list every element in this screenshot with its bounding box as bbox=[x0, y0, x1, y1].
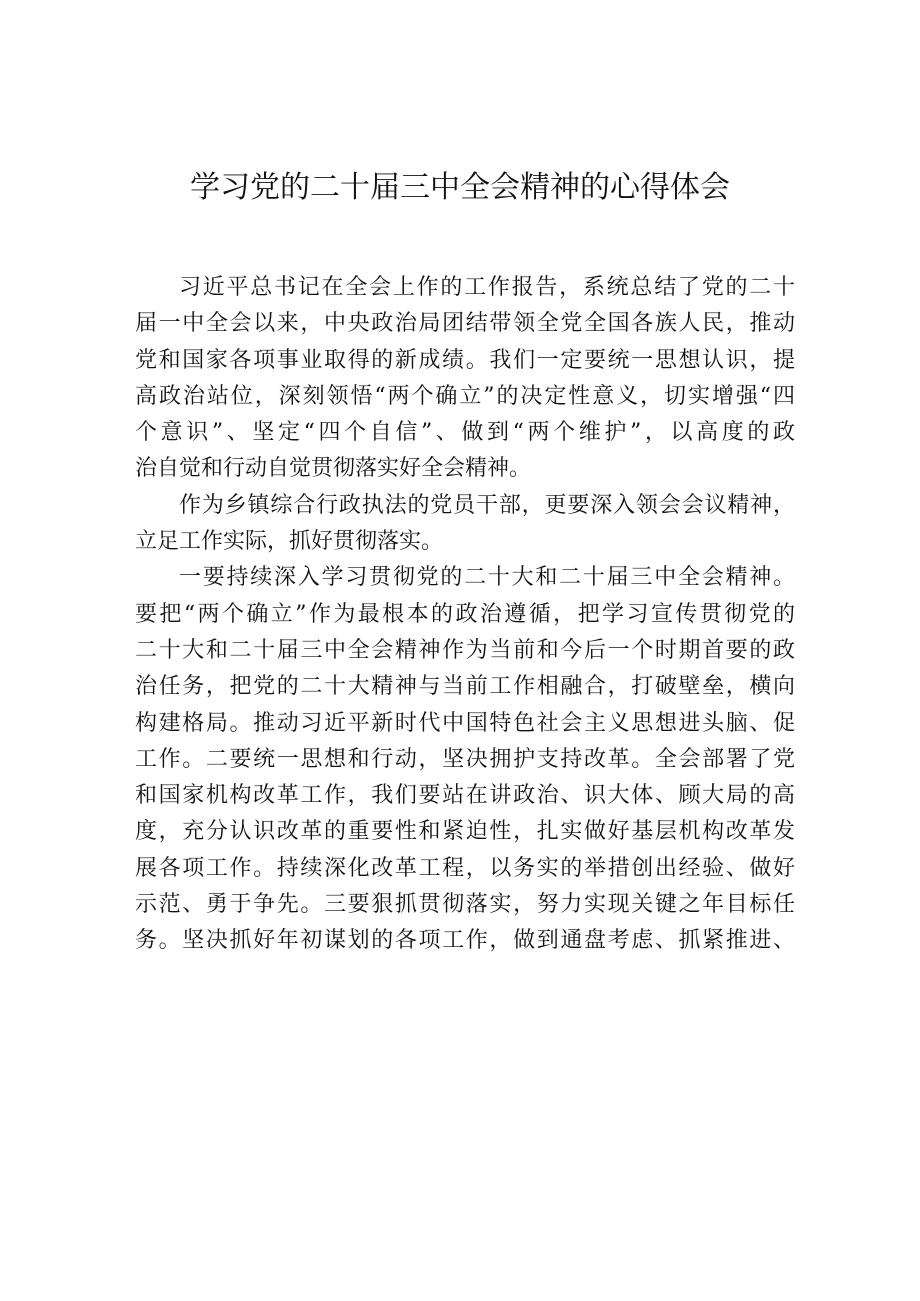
paragraph-1-line-5: 个意识”、坚定“四个自信”、做到“两个维护”，以高度的政 bbox=[135, 420, 795, 446]
paragraph-1-line-6: 治自觉和行动自觉贯彻落实好全会精神。 bbox=[135, 456, 532, 482]
paragraph-3-line-6: 工作。二要统一思想和行动，坚决拥护支持改革。全会部署了党 bbox=[135, 746, 795, 772]
paragraph-3-line-8: 度，充分认识改革的重要性和紧迫性，扎实做好基层机构改革发 bbox=[135, 819, 795, 845]
paragraph-3-line-9: 展各项工作。持续深化改革工程，以务实的举措创出经验、做好 bbox=[135, 855, 795, 881]
paragraph-1-line-1: 习近平总书记在全会上作的工作报告，系统总结了党的二十 bbox=[179, 275, 795, 300]
paragraph-3-line-2: 要把“两个确立”作为最根本的政治遵循，把学习宣传贯彻党的 bbox=[135, 601, 795, 627]
paragraph-3-line-7: 和国家机构改革工作，我们要站在讲政治、识大体、顾大局的高 bbox=[135, 783, 795, 809]
paragraph-3-line-5: 构建格局。推动习近平新时代中国特色社会主义思想进头脑、促 bbox=[135, 710, 795, 736]
paragraph-3-line-3: 二十大和二十届三中全会精神作为当前和今后一个时期首要的政 bbox=[135, 637, 795, 663]
paragraph-3-line-11: 务。坚决抓好年初谋划的各项工作，做到通盘考虑、抓紧推进、 bbox=[135, 928, 795, 954]
paragraph-1-line-2: 届一中全会以来，中央政治局团结带领全党全国各族人民，推动 bbox=[135, 311, 795, 337]
paragraph-2-line-1: 作为乡镇综合行政执法的党员干部，更要深入领会会议精神， bbox=[179, 492, 795, 518]
paragraph-1-line-4: 高政治站位，深刻领悟“两个确立”的决定性意义，切实增强“四 bbox=[135, 383, 795, 409]
paragraph-3-line-4: 治任务，把党的二十大精神与当前工作相融合，打破壁垒，横向 bbox=[135, 674, 795, 700]
paragraph-3-line-10: 示范、勇于争先。三要狠抓贯彻落实，努力实现关键之年目标任 bbox=[135, 892, 795, 918]
paragraph-3-line-1: 一要持续深入学习贯彻党的二十大和二十届三中全会精神。 bbox=[179, 565, 795, 591]
paragraph-2-line-2: 立足工作实际，抓好贯彻落实。 bbox=[135, 529, 444, 555]
document-title: 学习党的二十届三中全会精神的心得体会 bbox=[190, 170, 730, 205]
paragraph-1-line-3: 党和国家各项事业取得的新成绩。我们一定要统一思想认识，提 bbox=[135, 347, 795, 373]
document-body bbox=[135, 270, 795, 960]
